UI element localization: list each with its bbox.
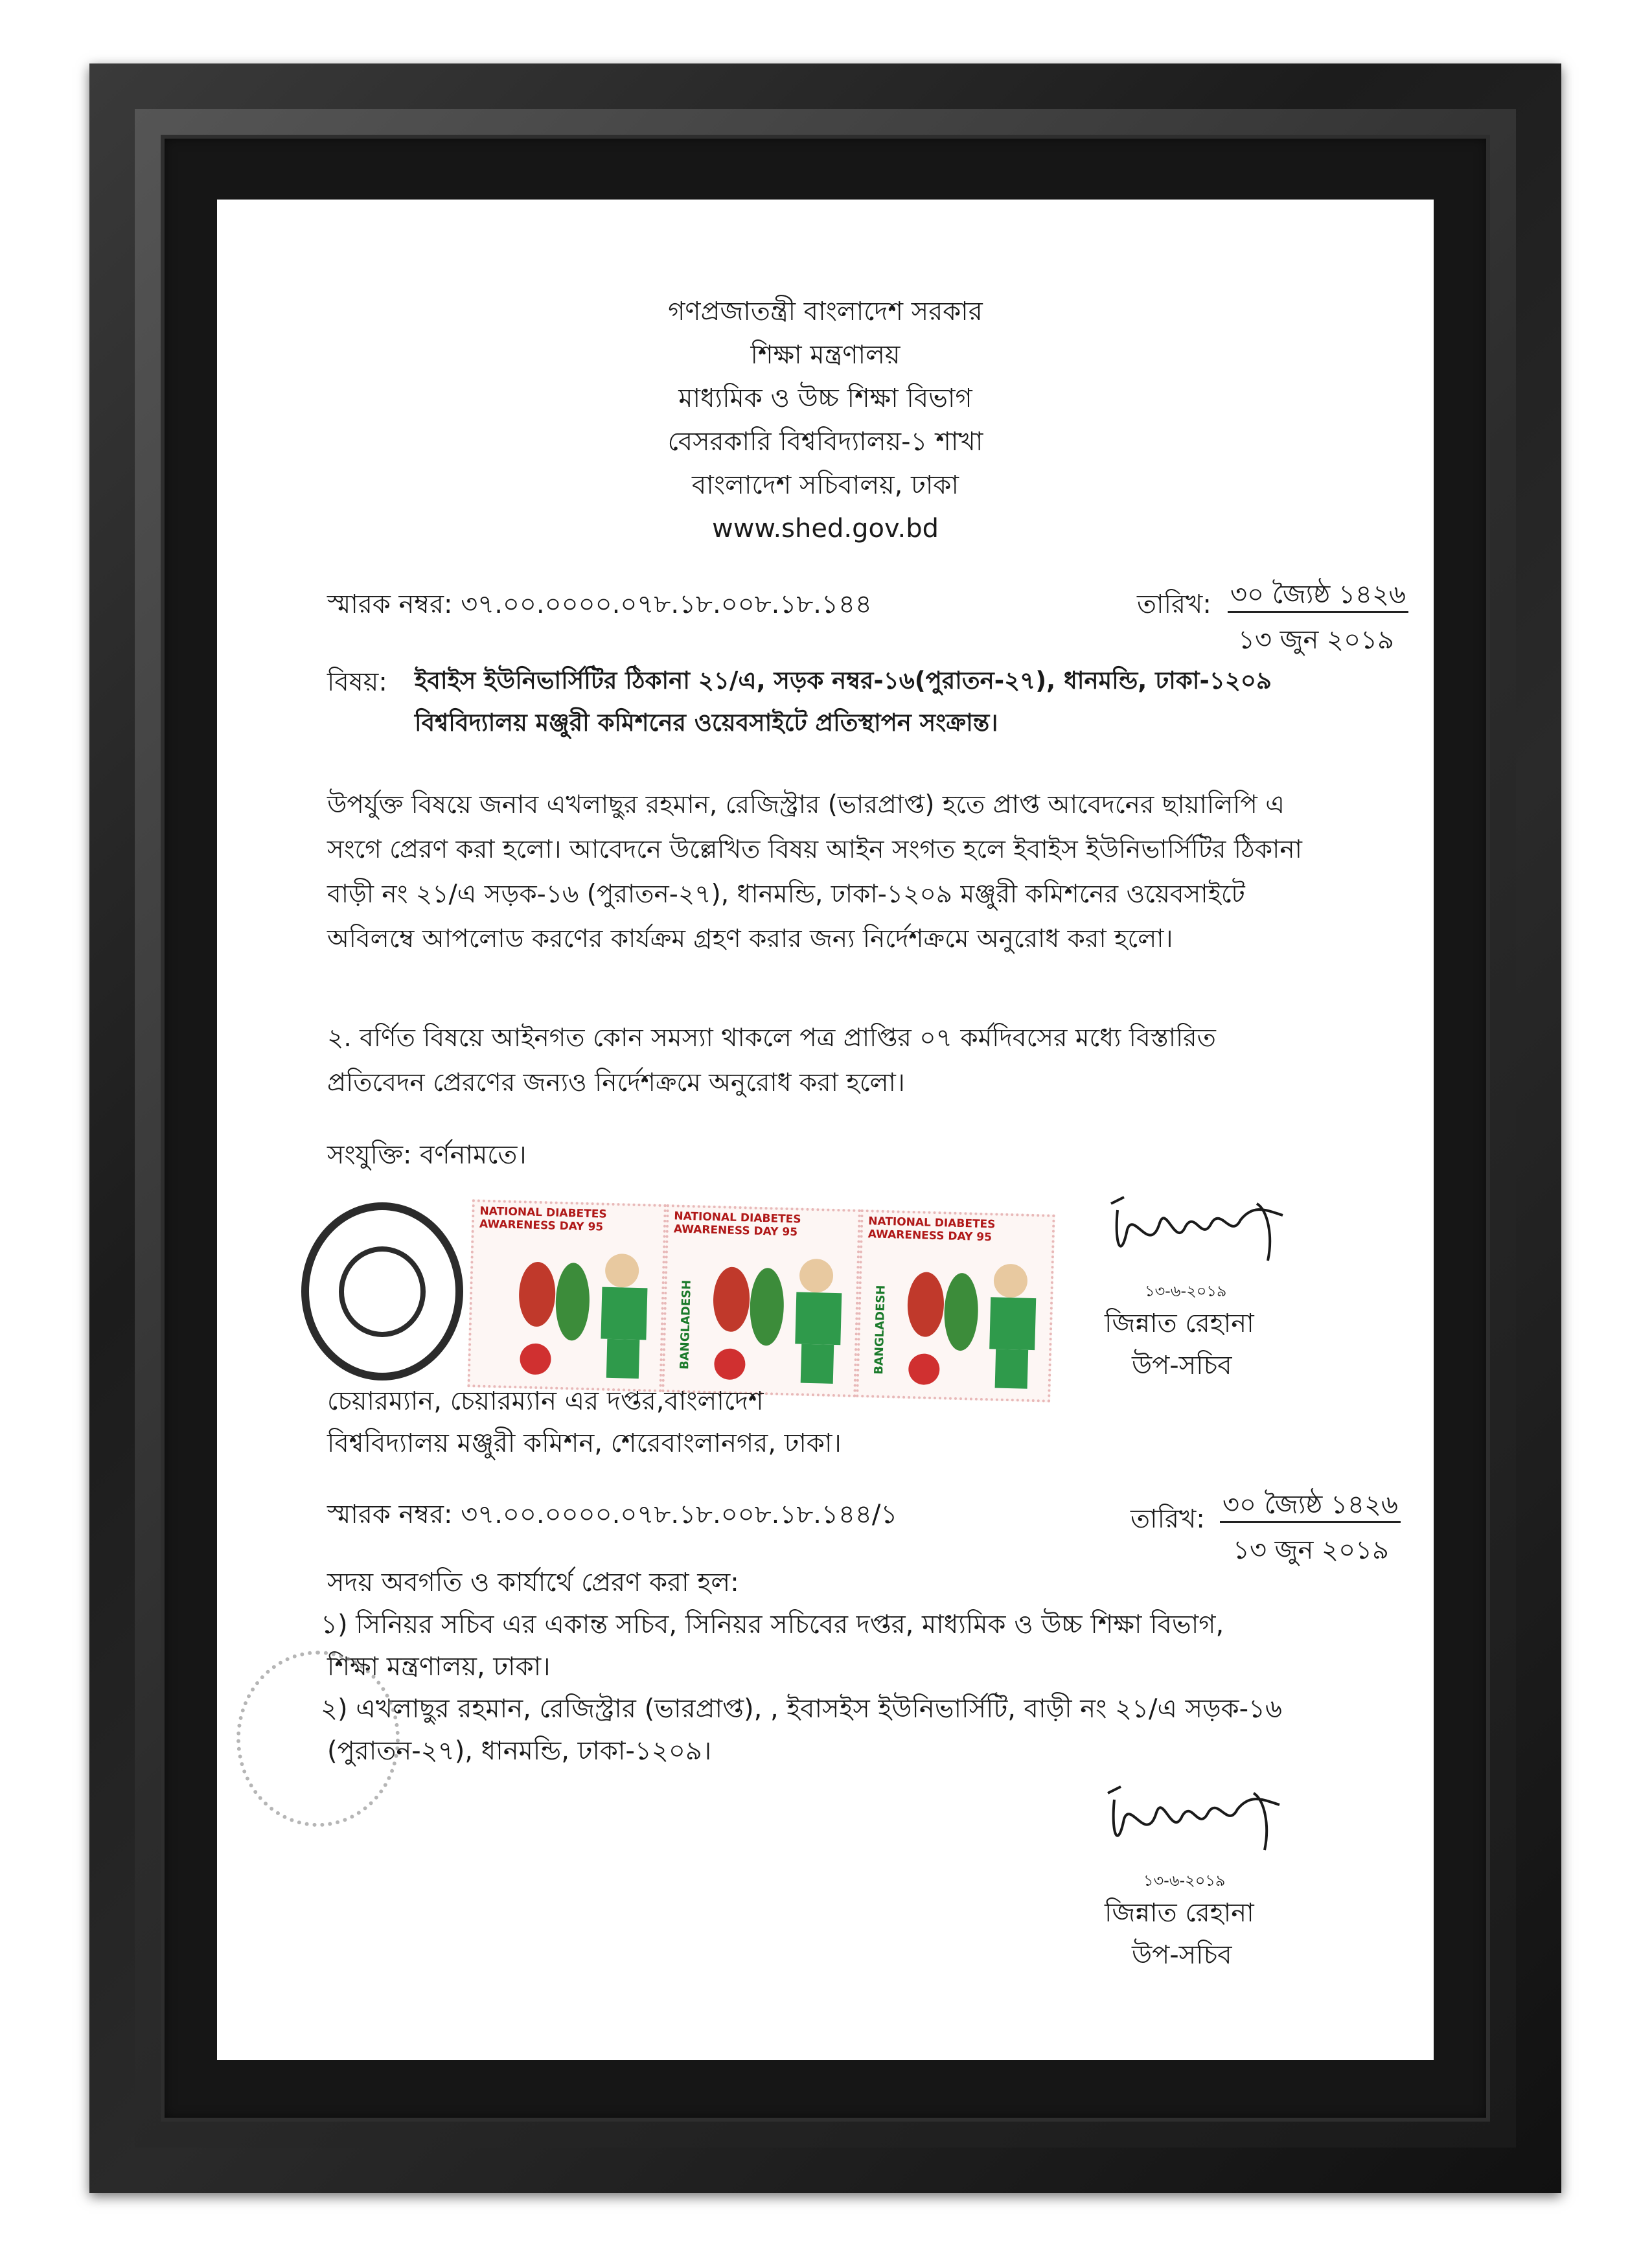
signatory-title: উপ-সচিব [1132,1351,1232,1380]
signature-date: ১৩-৬-২০১৯ [1143,1872,1226,1890]
letterhead-line: শিক্ষা মন্ত্রণালয় [750,340,901,370]
subject-label: বিষয়: [327,667,387,697]
signature-date: ১৩-৬-২০১৯ [1145,1282,1227,1300]
subject-line: ইবাইস ইউনিভার্সিটির ঠিকানা ২১/এ, সড়ক নম্বর-১৬(পুরাতন-২৭), ধানমন্ডি, ঢাকা-১২০৯ [415,667,1272,694]
letterhead-line: মাধ্যমিক ও উচ্চ শিক্ষা বিভাগ [678,384,972,413]
date-label: তারিখ: [1137,590,1211,619]
signatory-title: উপ-সচিব [1132,1940,1232,1970]
letterhead-line: গণপ্রজাতন্ত্রী বাংলাদেশ সরকার [668,297,983,326]
body-paragraph-2 [327,1016,1216,1105]
date-english: ১৩ জুন ২০১৯ [1238,625,1394,655]
recipient-line: বিশ্ববিদ্যালয় মঞ্জুরী কমিশন, শেরেবাংলানগর, ঢাকা। [327,1428,842,1458]
copy-item: শিক্ষা মন্ত্রণালয়, ঢাকা। [327,1652,551,1682]
copy-item: ২) এখলাছুর রহমান, রেজিস্ট্রার (ভারপ্রাপ্ত), , ইবাসইস ইউনিভার্সিটি, বাড়ী নং ২১/এ সড়ক-১৬ [321,1694,1283,1724]
postage-stamp [856,1209,1055,1403]
postage-stamp-strip [467,1199,1055,1402]
attachment-note: সংযুক্তি: বর্ণনামতে। [327,1140,527,1170]
signature-image [1098,1184,1292,1275]
stamp-illustration [897,1239,1050,1399]
date-bangla-text: ৩০ জ্যৈষ্ঠ ১৪২৬ [1220,1490,1401,1523]
memo-number: স্মারক নম্বর: ৩৭.০০.০০০০.০৭৮.১৮.০০৮.১৮.১৪৪/১ [327,1500,898,1529]
stamp-country: BANGLADESH [872,1285,888,1375]
signatory-name: জিন্নাত রেহানা [1105,1309,1254,1338]
letterhead-line: বাংলাদেশ সচিবালয়, ঢাকা [692,470,959,500]
letterhead-line: বেসরকারি বিশ্ববিদ্যালয়-১ শাখা [667,427,983,457]
body-line: ২. বর্ণিত বিষয়ে আইনগত কোন সমস্যা থাকলে পত্র প্রাপ্তির ০৭ কর্মদিবসের মধ্যে বিস্তারিত [327,1024,1216,1053]
copy-item: (পুরাতন-২৭), ধানমন্ডি, ঢাকা-১২০৯। [327,1736,712,1766]
postage-stamp [661,1204,860,1397]
stamp-country: BANGLADESH [678,1279,694,1370]
copy-intro: সদয় অবগতি ও কার্যার্থে প্রেরণ করা হল: [327,1568,739,1598]
subject-line: বিশ্ববিদ্যালয় মঞ্জুরী কমিশনের ওয়েবসাইটে প্রতিস্থাপন সংক্রান্ত। [415,709,998,737]
letter-page [217,200,1434,2060]
signature-image [1095,1774,1289,1864]
stamp-title: NATIONAL DIABETES AWARENESS DAY 95 [867,1215,996,1244]
date-label: তারিখ: [1130,1504,1205,1534]
stamp-title: NATIONAL DIABETES AWARENESS DAY 95 [673,1209,801,1239]
date-bangla [1228,578,1408,611]
body-line: সংগে প্রেরণ করা হলো। আবেদনে উল্লেখিত বিষয় আইন সংগত হলে ইবাইস ইউনিভার্সিটির ঠিকানা [327,835,1302,864]
body-line: বাড়ী নং ২১/এ সড়ক-১৬ (পুরাতন-২৭), ধানমন্ডি, ঢাকা-১২০৯ মঞ্জুরী কমিশনের ওয়েবসাইটে [327,880,1245,909]
letterhead [217,290,1434,551]
postmark-seal [301,1202,463,1380]
date-bangla [1220,1489,1401,1521]
signatory-name: জিন্নাত রেহানা [1105,1898,1254,1928]
postage-stamp [467,1199,666,1392]
memo-number: স্মারক নম্বর: ৩৭.০০.০০০০.০৭৮.১৮.০০৮.১৮.১৪৪ [327,590,872,619]
copy-item: ১) সিনিয়র সচিব এর একান্ত সচিব, সিনিয়র সচিবের দপ্তর, মাধ্যমিক ও উচ্চ শিক্ষা বিভাগ, [321,1610,1224,1640]
date-bangla-text: ৩০ জ্যৈষ্ঠ ১৪২৬ [1228,580,1408,613]
stamp-illustration [509,1229,661,1388]
body-line: প্রতিবেদন প্রেরণের জন্যও নির্দেশক্রমে অনুরোধ করা হলো। [327,1068,905,1097]
stamp-title: NATIONAL DIABETES AWARENESS DAY 95 [479,1204,607,1234]
stamp-illustration [703,1234,856,1393]
website-url: www.shed.gov.bd [711,514,939,544]
body-line: উপর্যুক্ত বিষয়ে জনাব এখলাছুর রহমান, রেজিস্ট্রার (ভারপ্রাপ্ত) হতে প্রাপ্ত আবেদনের ছায়ালিপি এ [327,790,1285,819]
postmark-inner-ring [339,1246,426,1337]
date-english: ১৩ জুন ২০১৯ [1233,1535,1389,1565]
body-line: অবিলম্বে আপলোড করণের কার্যক্রম গ্রহণ করার জন্য নির্দেশক্রমে অনুরোধ করা হলো। [327,924,1173,954]
recipient-line: চেয়ারম্যান, চেয়ারম্যান এর দপ্তর,বাংলাদেশ [327,1386,764,1416]
faded-seal [236,1651,400,1827]
body-paragraph-1 [327,783,1302,961]
